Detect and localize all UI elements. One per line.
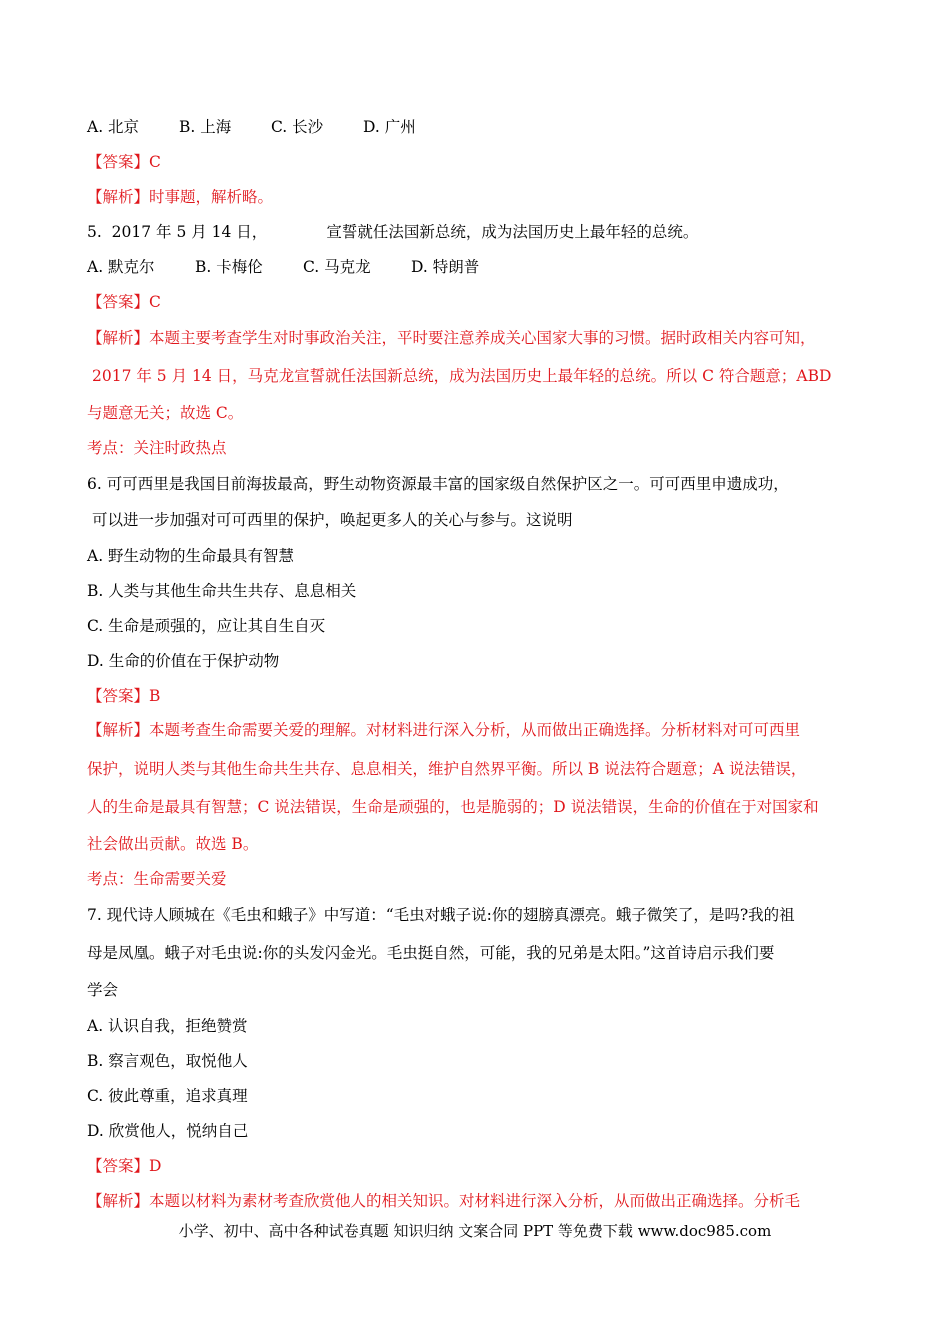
q5-analysis-line-1: 【解析】本题主要考查学生对时事政治关注，平时要注意养成关心国家大事的习惯。据时政相关内容可知， <box>87 329 816 347</box>
page-footer: 小学、初中、高中各种试卷真题 知识归纳 文案合同 PPT 等免费下载 www.doc985.com <box>178 1222 772 1240</box>
q7-stem-line-2: 母是凤凰。蛾子对毛虫说:你的头发闪金光。毛虫挺自然，可能，我的兄弟是太阳。”这首诗启示我们要 <box>87 944 775 962</box>
q6-analysis-line-4: 社会做出贡献。故选 B。 <box>87 835 259 853</box>
q6-answer: 【答案】B <box>87 687 161 705</box>
q6-stem-line-1: 6. 可可西里是我国目前海拔最高，野生动物资源最丰富的国家级自然保护区之一。可可西里申遗成功， <box>87 475 789 493</box>
q5-analysis-line-2: 2017 年 5 月 14 日，马克龙宣誓就任法国新总统，成为法国历史上最年轻的总统。所以 C 符合题意；ABD <box>92 367 832 385</box>
q6-analysis-line-2: 保护，说明人类与其他生命共生共存、息息相关，维护自然界平衡。所以 B 说法符合题意；A 说法错误， <box>87 760 807 778</box>
q7-option-c: C. 彼此尊重，追求真理 <box>87 1087 248 1105</box>
q6-option-b: B. 人类与其他生命共生共存、息息相关 <box>87 582 357 600</box>
q5-analysis-line-3: 与题意无关；故选 C。 <box>87 404 244 422</box>
q6-analysis-line-3: 人的生命是最具有智慧；C 说法错误，生命是顽强的，也是脆弱的；D 说法错误，生命的价值在于对国家和 <box>87 798 819 816</box>
q4-option-a: A. 北京 <box>87 118 140 136</box>
q7-answer: 【答案】D <box>87 1157 162 1175</box>
q5-point: 考点：关注时政热点 <box>87 439 227 457</box>
q5-option-b: B. 卡梅伦 <box>195 258 263 276</box>
q7-option-a: A. 认识自我，拒绝赞赏 <box>87 1017 248 1035</box>
q6-option-d: D. 生命的价值在于保护动物 <box>87 652 280 670</box>
q4-option-c: C. 长沙 <box>271 118 324 136</box>
q4-option-d: D. 广州 <box>363 118 416 136</box>
q4-options <box>87 117 416 137</box>
q5-options <box>87 257 479 277</box>
q5-option-a: A. 默克尔 <box>87 258 155 276</box>
q5-option-d: D. 特朗普 <box>411 258 480 276</box>
q6-point: 考点：生命需要关爱 <box>87 870 227 888</box>
q5-answer: 【答案】C <box>87 293 161 311</box>
q7-option-b: B. 察言观色，取悦他人 <box>87 1052 248 1070</box>
q4-answer: 【答案】C <box>87 153 161 171</box>
q4-option-b: B. 上海 <box>179 118 232 136</box>
q6-option-a: A. 野生动物的生命最具有智慧 <box>87 547 295 565</box>
q7-analysis-line-1: 【解析】本题以材料为素材考查欣赏他人的相关知识。对材料进行深入分析，从而做出正确选择。分析毛 <box>87 1192 801 1210</box>
q7-stem-line-1: 7. 现代诗人顾城在《毛虫和蛾子》中写道：“毛虫对蛾子说:你的翅膀真漂亮。蛾子微笑了，是吗?我的祖 <box>87 906 795 924</box>
q6-analysis-line-1: 【解析】本题考查生命需要关爱的理解。对材料进行深入分析，从而做出正确选择。分析材料对可可西里 <box>87 721 801 739</box>
q7-option-d: D. 欣赏他人，悦纳自己 <box>87 1122 249 1140</box>
q6-stem-line-2: 可以进一步加强对可可西里的保护，唤起更多人的关心与参与。这说明 <box>92 511 573 529</box>
q4-analysis: 【解析】时事题，解析略。 <box>87 188 274 206</box>
q5-option-c: C. 马克龙 <box>303 258 371 276</box>
q7-stem-line-3: 学会 <box>87 981 119 999</box>
q5-stem: 5. 2017 年 5 月 14 日， 宣誓就任法国新总统，成为法国历史上最年轻的总统。 <box>87 223 699 241</box>
q6-option-c: C. 生命是顽强的，应让其自生自灭 <box>87 617 326 635</box>
